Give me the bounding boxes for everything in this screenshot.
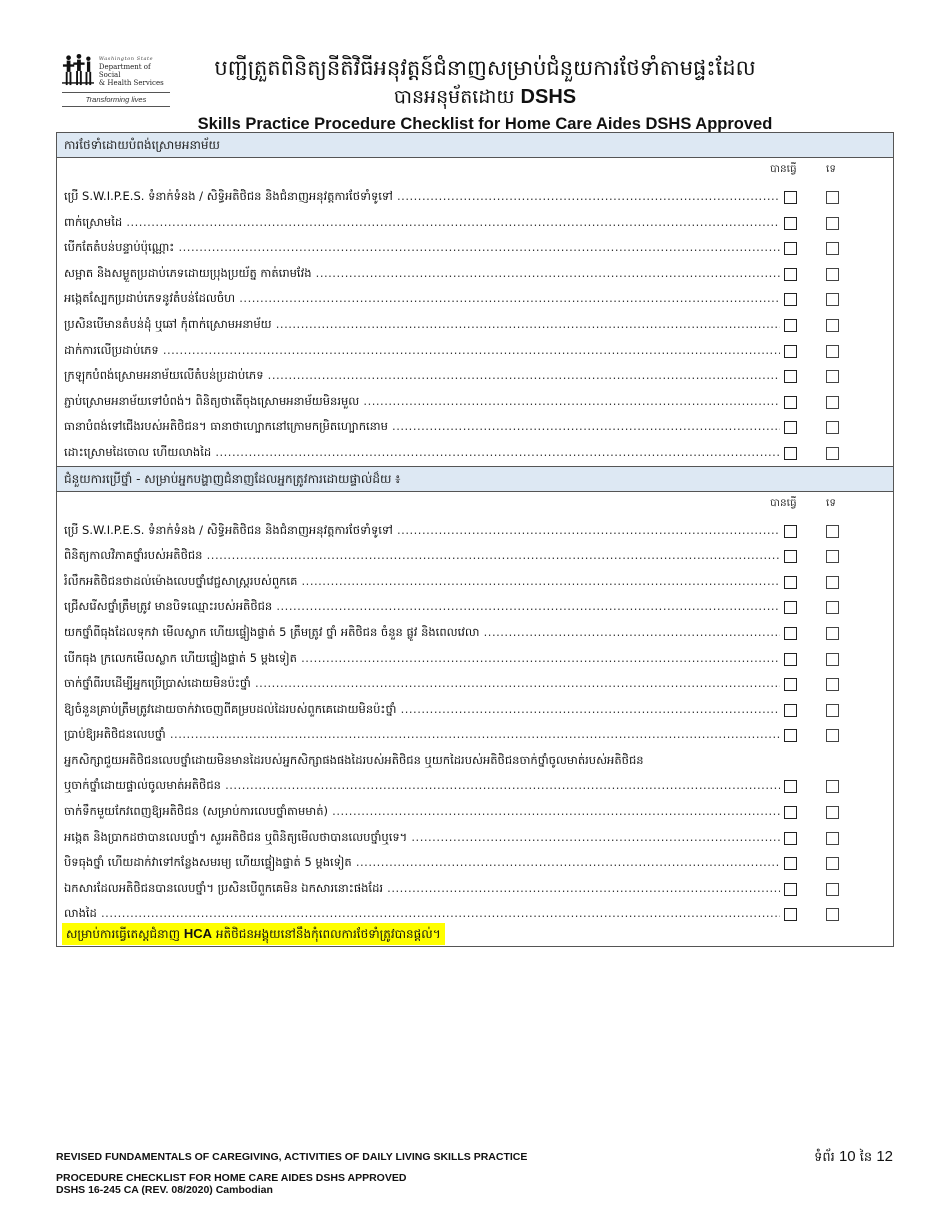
checklist-item-label: ពាក់ស្រោមដៃ ..... — [64, 210, 780, 236]
done-checkbox[interactable] — [784, 601, 797, 614]
not-done-checkbox[interactable] — [826, 832, 839, 845]
checklist-item-label: ប្រសិនបើមានតំបន់ដុំ ឬឆៅ កុំពាក់ស្រោមអនាម័យ ..... — [64, 312, 780, 338]
checklist-item — [57, 876, 893, 902]
checklist-item-label: ក្រឡុកបំពង់ស្រោមអនាម័យលើតំបន់ប្រដាប់ភេទ ..... — [64, 363, 780, 389]
note-suffix: អតិថិជនអង្គុយនៅនឹងកុំពេលការថែទាំត្រូវបានផ្តល់។ — [215, 927, 441, 941]
not-done-checkbox[interactable] — [826, 627, 839, 640]
done-checkbox[interactable] — [784, 242, 797, 255]
not-done-checkbox[interactable] — [826, 806, 839, 819]
checklist-item — [57, 799, 893, 825]
not-done-checkbox[interactable] — [826, 525, 839, 538]
checklist-item-label: ប្រើ S.W.I.P.E.S. ទំនាក់ទំនង / សិទ្ធិអតិថិជន និងជំនាញអនុវត្តការថែទាំទូទៅ ..... — [64, 184, 780, 210]
not-done-checkbox[interactable] — [826, 319, 839, 332]
column-headers — [57, 492, 893, 518]
page-title-khmer-line2 — [180, 84, 790, 110]
checklist-item-label: ធានាបំពង់ទៅជើងរបស់អតិថិជន។ ធានាថាហ្បោកនៅក្រោមកម្រិតហ្បោកនោម ..... — [64, 414, 780, 440]
checklist-item-label: ដោះស្រោមដៃចោល ហើយលាងដៃ ..... — [64, 440, 780, 466]
not-done-checkbox[interactable] — [826, 370, 839, 383]
checklist-item — [57, 286, 893, 312]
checklist-item — [57, 773, 893, 799]
title-dshs: DSHS — [520, 86, 577, 108]
checklist-item — [57, 261, 893, 287]
page-of: នៃ — [859, 1150, 873, 1165]
checklist-item-label: អ្នកសិក្សាជួយអតិថិជនលេបថ្នាំដោយមិនមានដៃរបស់អ្នកសិក្សាផងផងដៃរបស់អតិថិជន ឬយកដៃរបស់អតិថិជនចាក់ថ្នាំចូលមាត់របស់អតិថិជន — [64, 752, 644, 767]
checklist-item-label: ជ្រើសរើសថ្នាំត្រឹមត្រូវ មានបិទឈ្មោះរបស់អតិថិជន ..... — [64, 594, 780, 620]
not-done-checkbox[interactable] — [826, 678, 839, 691]
checklist-item — [57, 569, 893, 595]
done-checkbox[interactable] — [784, 908, 797, 921]
checklist-item — [57, 363, 893, 389]
done-checkbox[interactable] — [784, 883, 797, 896]
checklist-item-label: យកថ្នាំពីធុងដែលទុកវា មើលស្លាក ហើយផ្ទៀងផ្ទាត់ 5 ត្រឹមត្រូវ ថ្នាំ អតិថិជន ចំនួន ផ្លូវ និងពេលវេលា ..... — [64, 620, 780, 646]
checklist-item — [57, 543, 893, 569]
checklist-item-label: អង្កេត និងប្រាកដថាបានលេបថ្នាំ។ សួរអតិថិជន ឬពិនិត្យមើលថាបានលេបថ្នាំឬទេ។ ..... — [64, 825, 780, 851]
footer-line1: REVISED FUNDAMENTALS OF CAREGIVING, ACTIVITIES OF DAILY LIVING SKILLS PRACTICE — [56, 1151, 528, 1163]
done-checkbox[interactable] — [784, 678, 797, 691]
checklist-item — [57, 210, 893, 236]
not-done-checkbox[interactable] — [826, 908, 839, 921]
done-checkbox[interactable] — [784, 447, 797, 460]
not-done-checkbox[interactable] — [826, 576, 839, 589]
not-done-checkbox[interactable] — [826, 242, 839, 255]
done-checkbox[interactable] — [784, 550, 797, 563]
section-header-medication: ជំនួយការប្រើថ្នាំ - សម្រាប់អ្នកបង្ហាញជំនាញដែលអ្នកត្រូវការដោយផ្ទាល់ដ៏យ ៖ — [57, 466, 893, 492]
checklist-item — [57, 440, 893, 466]
checklist-item — [57, 518, 893, 544]
checklist-item — [57, 389, 893, 415]
checklist-item — [57, 235, 893, 261]
done-checkbox[interactable] — [784, 191, 797, 204]
footer-line2: PROCEDURE CHECKLIST FOR HOME CARE AIDES DSHS APPROVED — [56, 1172, 407, 1184]
logo-divider — [62, 106, 170, 107]
checklist-item — [57, 697, 893, 723]
checklist-item — [57, 312, 893, 338]
dshs-logo — [62, 52, 170, 110]
checklist-item — [57, 722, 893, 748]
done-checkbox[interactable] — [784, 704, 797, 717]
column-no: ទេ — [826, 163, 836, 175]
not-done-checkbox[interactable] — [826, 268, 839, 281]
checklist-item-label: ឱ្យចំនួនគ្រាប់ត្រឹមត្រូវដោយចាក់វាចេញពីគម្របដល់ដៃរបស់ពួកគេដោយមិនប៉ះថ្នាំ ..... — [64, 697, 780, 723]
done-checkbox[interactable] — [784, 396, 797, 409]
checklist-item-label: រំលឹកអតិថិជនថាដល់ម៉ោងលេបថ្នាំវេជ្ជសាស្ត្ររបស់ពួកគេ ..... — [64, 569, 780, 595]
not-done-checkbox[interactable] — [826, 421, 839, 434]
checklist-item-label: ពិនិត្យកាលវិភាគថ្នាំរបស់អតិថិជន ..... — [64, 543, 780, 569]
done-checkbox[interactable] — [784, 345, 797, 358]
done-checkbox[interactable] — [784, 780, 797, 793]
done-checkbox[interactable] — [784, 576, 797, 589]
done-checkbox[interactable] — [784, 293, 797, 306]
checklist-item-label: សម្អាត និងសម្ងួតប្រដាប់ភេទដោយប្រុងប្រយ័ត្ន កាត់រោមវែង ..... — [64, 261, 780, 287]
not-done-checkbox[interactable] — [826, 550, 839, 563]
not-done-checkbox[interactable] — [826, 447, 839, 460]
skills-test-note — [62, 923, 445, 945]
not-done-checkbox[interactable] — [826, 883, 839, 896]
page-number — [814, 1148, 893, 1168]
done-checkbox[interactable] — [784, 627, 797, 640]
done-checkbox[interactable] — [784, 729, 797, 742]
checklist-item — [57, 850, 893, 876]
page-title-khmer: បញ្ជីត្រួតពិនិត្យនីតិវិធីអនុវត្តន៍ជំនាញសម្រាប់ជំនួយការថែទាំតាមផ្ទះដែល — [214, 56, 756, 80]
done-checkbox[interactable] — [784, 217, 797, 230]
column-done: បានធ្វើ — [770, 163, 797, 175]
checklist-item-label: ឬចាក់ថ្នាំដោយផ្ទាល់ចូលមាត់អតិថិជន ..... — [64, 773, 780, 799]
footer-form-number: DSHS 16-245 CA (REV. 08/2020) Cambodian — [56, 1184, 273, 1196]
page-title-english: Skills Practice Procedure Checklist for Home Care Aides DSHS Approved — [197, 115, 773, 133]
checklist-item — [57, 184, 893, 210]
not-done-checkbox[interactable] — [826, 780, 839, 793]
done-checkbox[interactable] — [784, 370, 797, 383]
done-checkbox[interactable] — [784, 806, 797, 819]
checklist-item-label: ចាក់ទឹកមួយកែវពេញឱ្យអតិថិជន (សម្រាប់ការលេបថ្នាំតាមមាត់) ..... — [64, 799, 780, 825]
not-done-checkbox[interactable] — [826, 293, 839, 306]
not-done-checkbox[interactable] — [826, 191, 839, 204]
done-checkbox[interactable] — [784, 832, 797, 845]
checklist-item-label: ភ្ជាប់ស្រោមអនាម័យទៅបំពង់។ ពិនិត្យថាតើចុងស្រោមអនាម័យមិនរមួល ..... — [64, 389, 780, 415]
page-label: ទំព័រ — [814, 1150, 835, 1165]
not-done-checkbox[interactable] — [826, 704, 839, 717]
section-header-catheter: ការថែទាំដោយបំពង់ស្រោមអនាម័យ — [57, 133, 893, 158]
not-done-checkbox[interactable] — [826, 729, 839, 742]
checklist-item — [57, 594, 893, 620]
checklist-item — [57, 620, 893, 646]
checklist-item-label: លាងដៃ ..... — [64, 901, 780, 927]
checklist-item — [57, 414, 893, 440]
not-done-checkbox[interactable] — [826, 601, 839, 614]
checklist-item-label: ប្រើ S.W.I.P.E.S. ទំនាក់ទំនង / សិទ្ធិអតិថិជន និងជំនាញអនុវត្តការថែទាំទូទៅ ..... — [64, 518, 780, 544]
column-headers — [57, 158, 893, 184]
checklist-item — [57, 671, 893, 697]
page-total: 12 — [876, 1148, 893, 1165]
agency-name: Washington State Department of Social & Health Services — [98, 56, 164, 87]
checklist-item — [57, 338, 893, 364]
dshs-figures-icon — [62, 52, 96, 88]
checklist-item-label: ចាក់ថ្នាំពីរបដើម្បីអ្នកប្រើប្រាស់ដោយមិនប៉ះថ្នាំ ..... — [64, 671, 780, 697]
column-done: បានធ្វើ — [770, 496, 797, 509]
done-checkbox[interactable] — [784, 268, 797, 281]
checklist-item-label: បិទធុងថ្នាំ ហើយដាក់វាទៅកន្លែងសមរម្យ ហើយផ្ទៀងផ្ទាត់ 5 ម្តងទៀត ..... — [64, 850, 780, 876]
checklist-item-label: ឯកសារដែលអតិថិជនបានលេបថ្នាំ។ ប្រសិនបើពួកគេមិន ឯកសារនោះផងដែរ ..... — [64, 876, 780, 902]
not-done-checkbox[interactable] — [826, 345, 839, 358]
checklist-item-label: បើកធុង ក្រលេកមើលស្លាក ហើយផ្ទៀងផ្ទាត់ 5 ម្តងទៀត ..... — [64, 646, 780, 672]
checklist-item-label: ដាក់ការលើប្រដាប់ភេទ ..... — [64, 338, 780, 364]
checklist-item-label: បើកតែតំបន់បន្ទាប់ប៉ុណ្ណោះ ..... — [64, 235, 780, 261]
note-hca: HCA — [183, 926, 213, 941]
not-done-checkbox[interactable] — [826, 653, 839, 666]
checklist-item — [57, 748, 893, 774]
page-current: 10 — [838, 1148, 856, 1165]
logo-divider — [62, 92, 170, 93]
checklist-item-label: អង្កេតស្បែកប្រដាប់ភេទនូវតំបន់ដែលចំហ ..... — [64, 286, 780, 312]
done-checkbox[interactable] — [784, 421, 797, 434]
not-done-checkbox[interactable] — [826, 857, 839, 870]
checklist-item-label: ប្រាប់ឱ្យអតិថិជនលេបថ្នាំ ..... — [64, 722, 780, 748]
logo-tagline: Transforming lives — [85, 95, 147, 104]
done-checkbox[interactable] — [784, 857, 797, 870]
note-prefix: សម្រាប់ការធ្វើតេស្តជំនាញ — [66, 927, 181, 941]
not-done-checkbox[interactable] — [826, 396, 839, 409]
done-checkbox[interactable] — [784, 319, 797, 332]
checklist-item — [57, 646, 893, 672]
checklist-item — [57, 825, 893, 851]
done-checkbox[interactable] — [784, 653, 797, 666]
not-done-checkbox[interactable] — [826, 217, 839, 230]
done-checkbox[interactable] — [784, 525, 797, 538]
checklist-table — [56, 132, 894, 947]
column-no: ទេ — [826, 496, 836, 509]
title-km-text: បានអនុម័តដោយ — [393, 86, 515, 108]
